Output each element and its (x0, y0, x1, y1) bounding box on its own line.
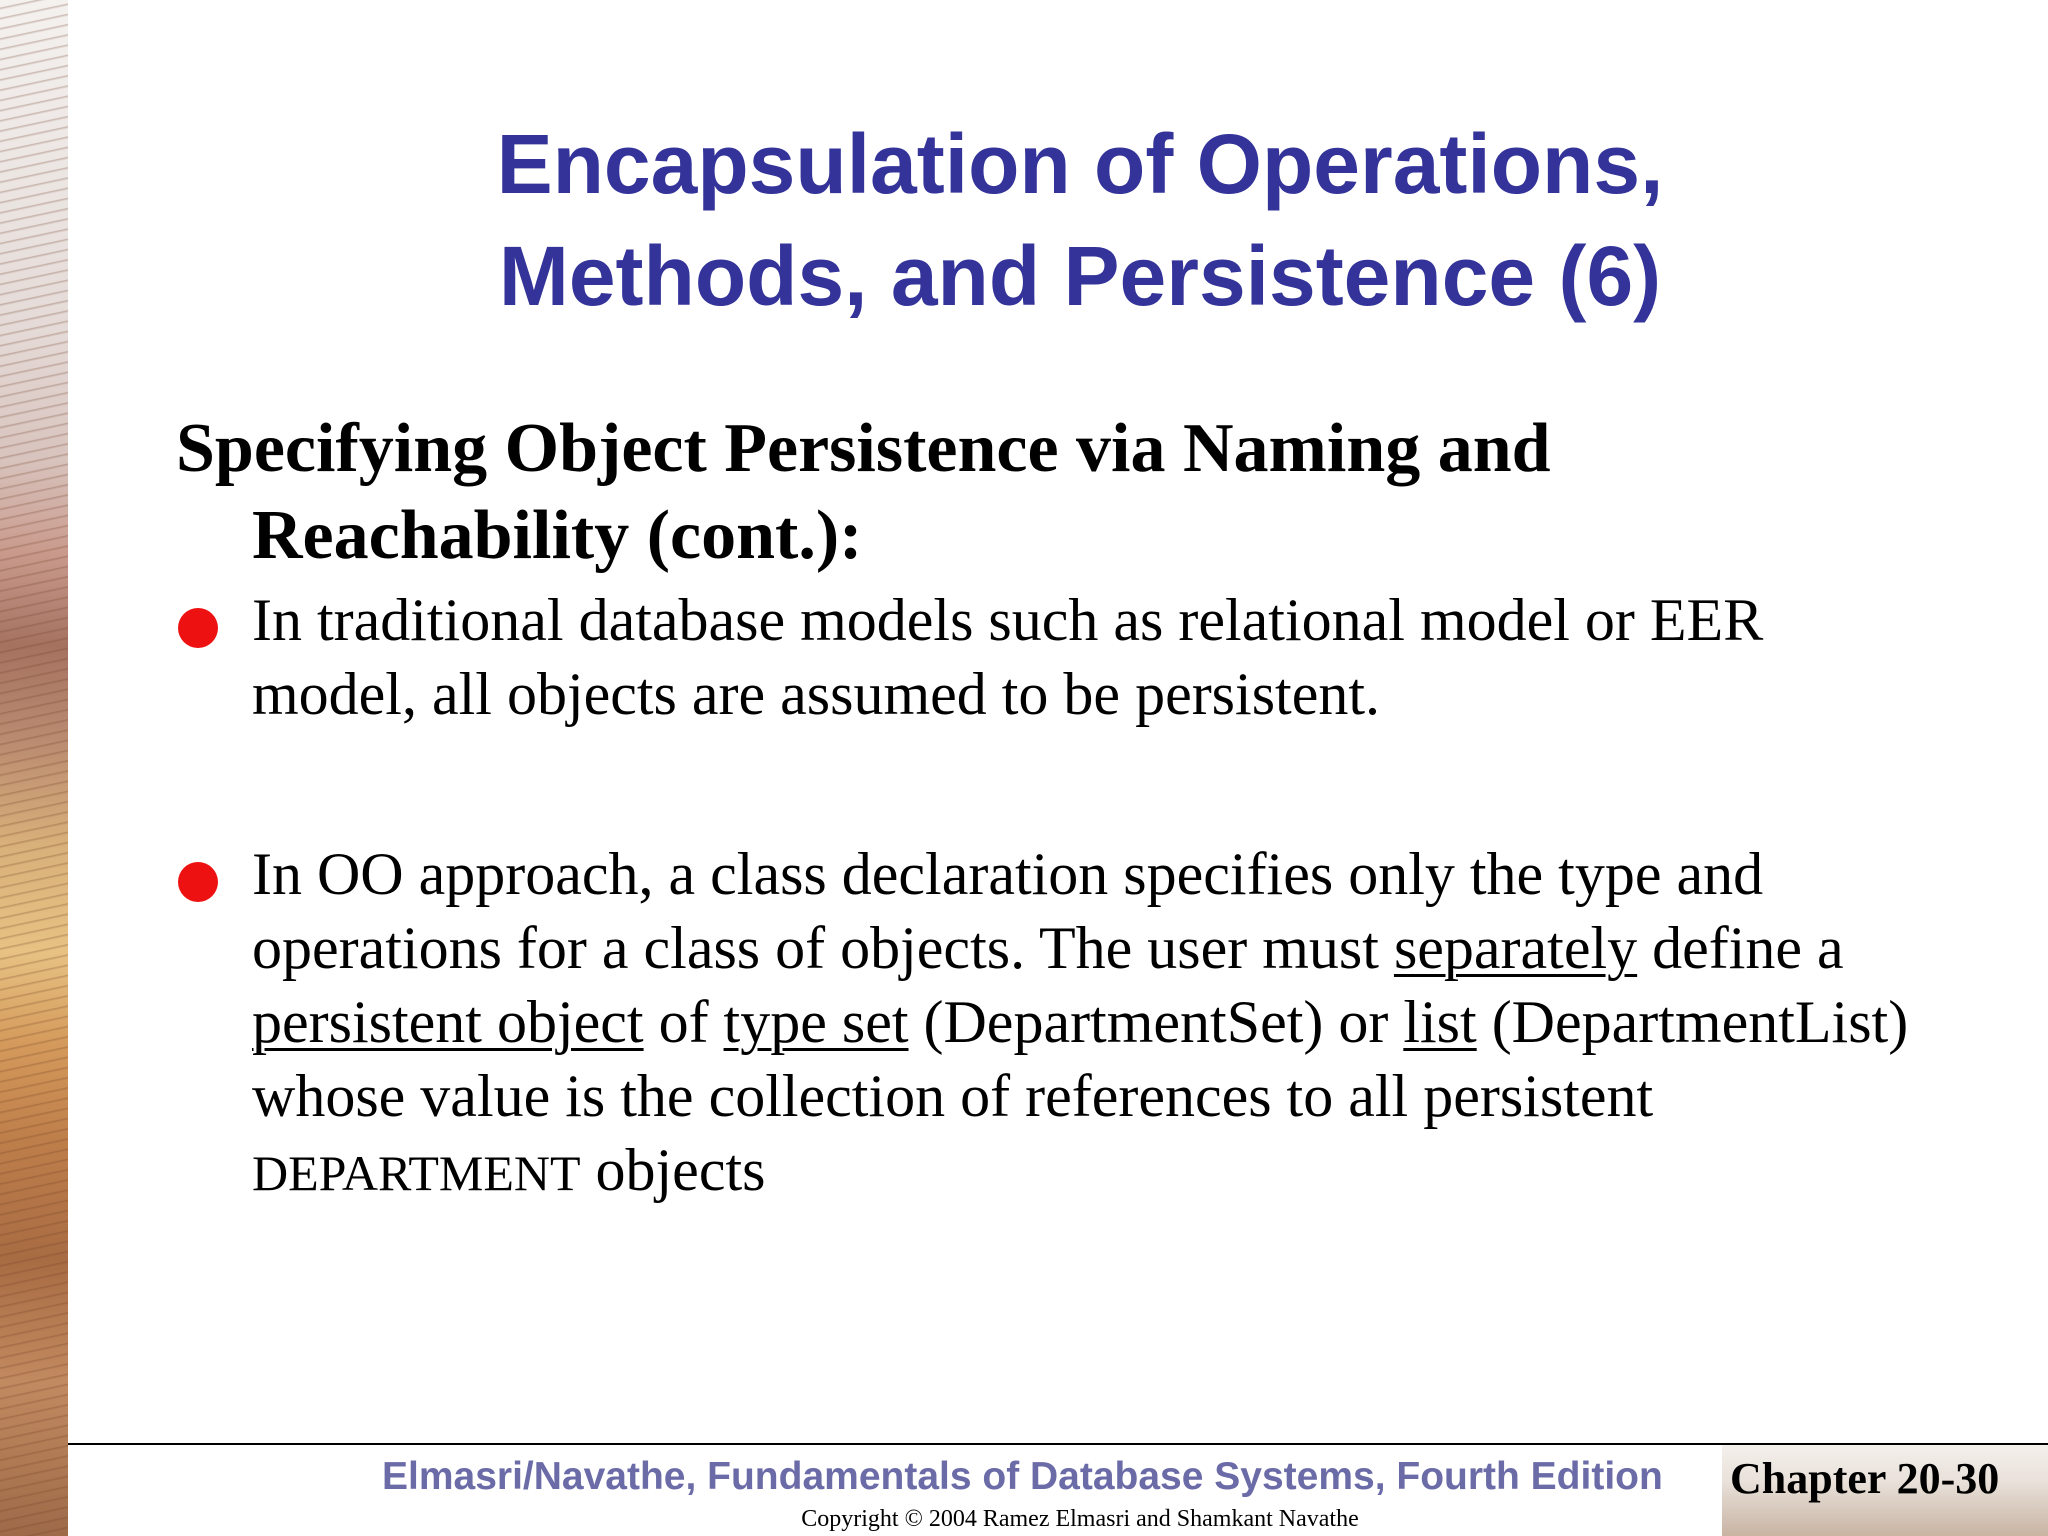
bullet-2-text-2: define a (1637, 915, 1844, 981)
slide-title (380, 108, 1780, 332)
underlined-term-list: list (1403, 989, 1477, 1055)
bullet-2-text-5: (DepartmentList) whose value is the collection of references to all persistent (252, 989, 1909, 1129)
section-heading: Specifying Object Persistence via Naming and Reachability (cont.): (176, 410, 1551, 574)
bullet-dot-icon (178, 608, 218, 648)
desert-image-strip (0, 0, 68, 1536)
underlined-term-persistent-object: persistent object (252, 989, 644, 1055)
underlined-term-separately: separately (1393, 915, 1638, 981)
footer-copyright: Copyright © 2004 Ramez Elmasri and Shamkant Navathe (801, 1506, 1359, 1532)
bullet-item-2 (176, 837, 1916, 1210)
bullet-2-text-4: (DepartmentSet) or (908, 989, 1404, 1055)
bullet-1-text: In traditional database models such as relational model or EER model, all objects are assumed to be persistent. (252, 587, 1764, 727)
bullet-dot-icon (178, 862, 218, 902)
bullet-2-text-3: of (643, 989, 724, 1055)
title-line-2: Methods, and Persistence (6) (498, 229, 1662, 323)
underlined-term-type-set: type set (723, 989, 909, 1055)
bullet-2-text-6: objects (580, 1137, 766, 1203)
bullet-item-1 (176, 583, 1916, 731)
chapter-page-number: Chapter 20-30 (1730, 1454, 2000, 1503)
department-term: DEPARTMENT (252, 1145, 581, 1201)
bullet-2-text-1: In OO approach, a class declaration specifies only the type and operations for a class of objects. The user must (252, 841, 1764, 981)
slide-body (176, 405, 1916, 1210)
footer-book-reference: Elmasri/Navathe, Fundamentals of Database Systems, Fourth Edition (382, 1455, 1663, 1498)
title-line-1: Encapsulation of Operations, (496, 117, 1664, 211)
